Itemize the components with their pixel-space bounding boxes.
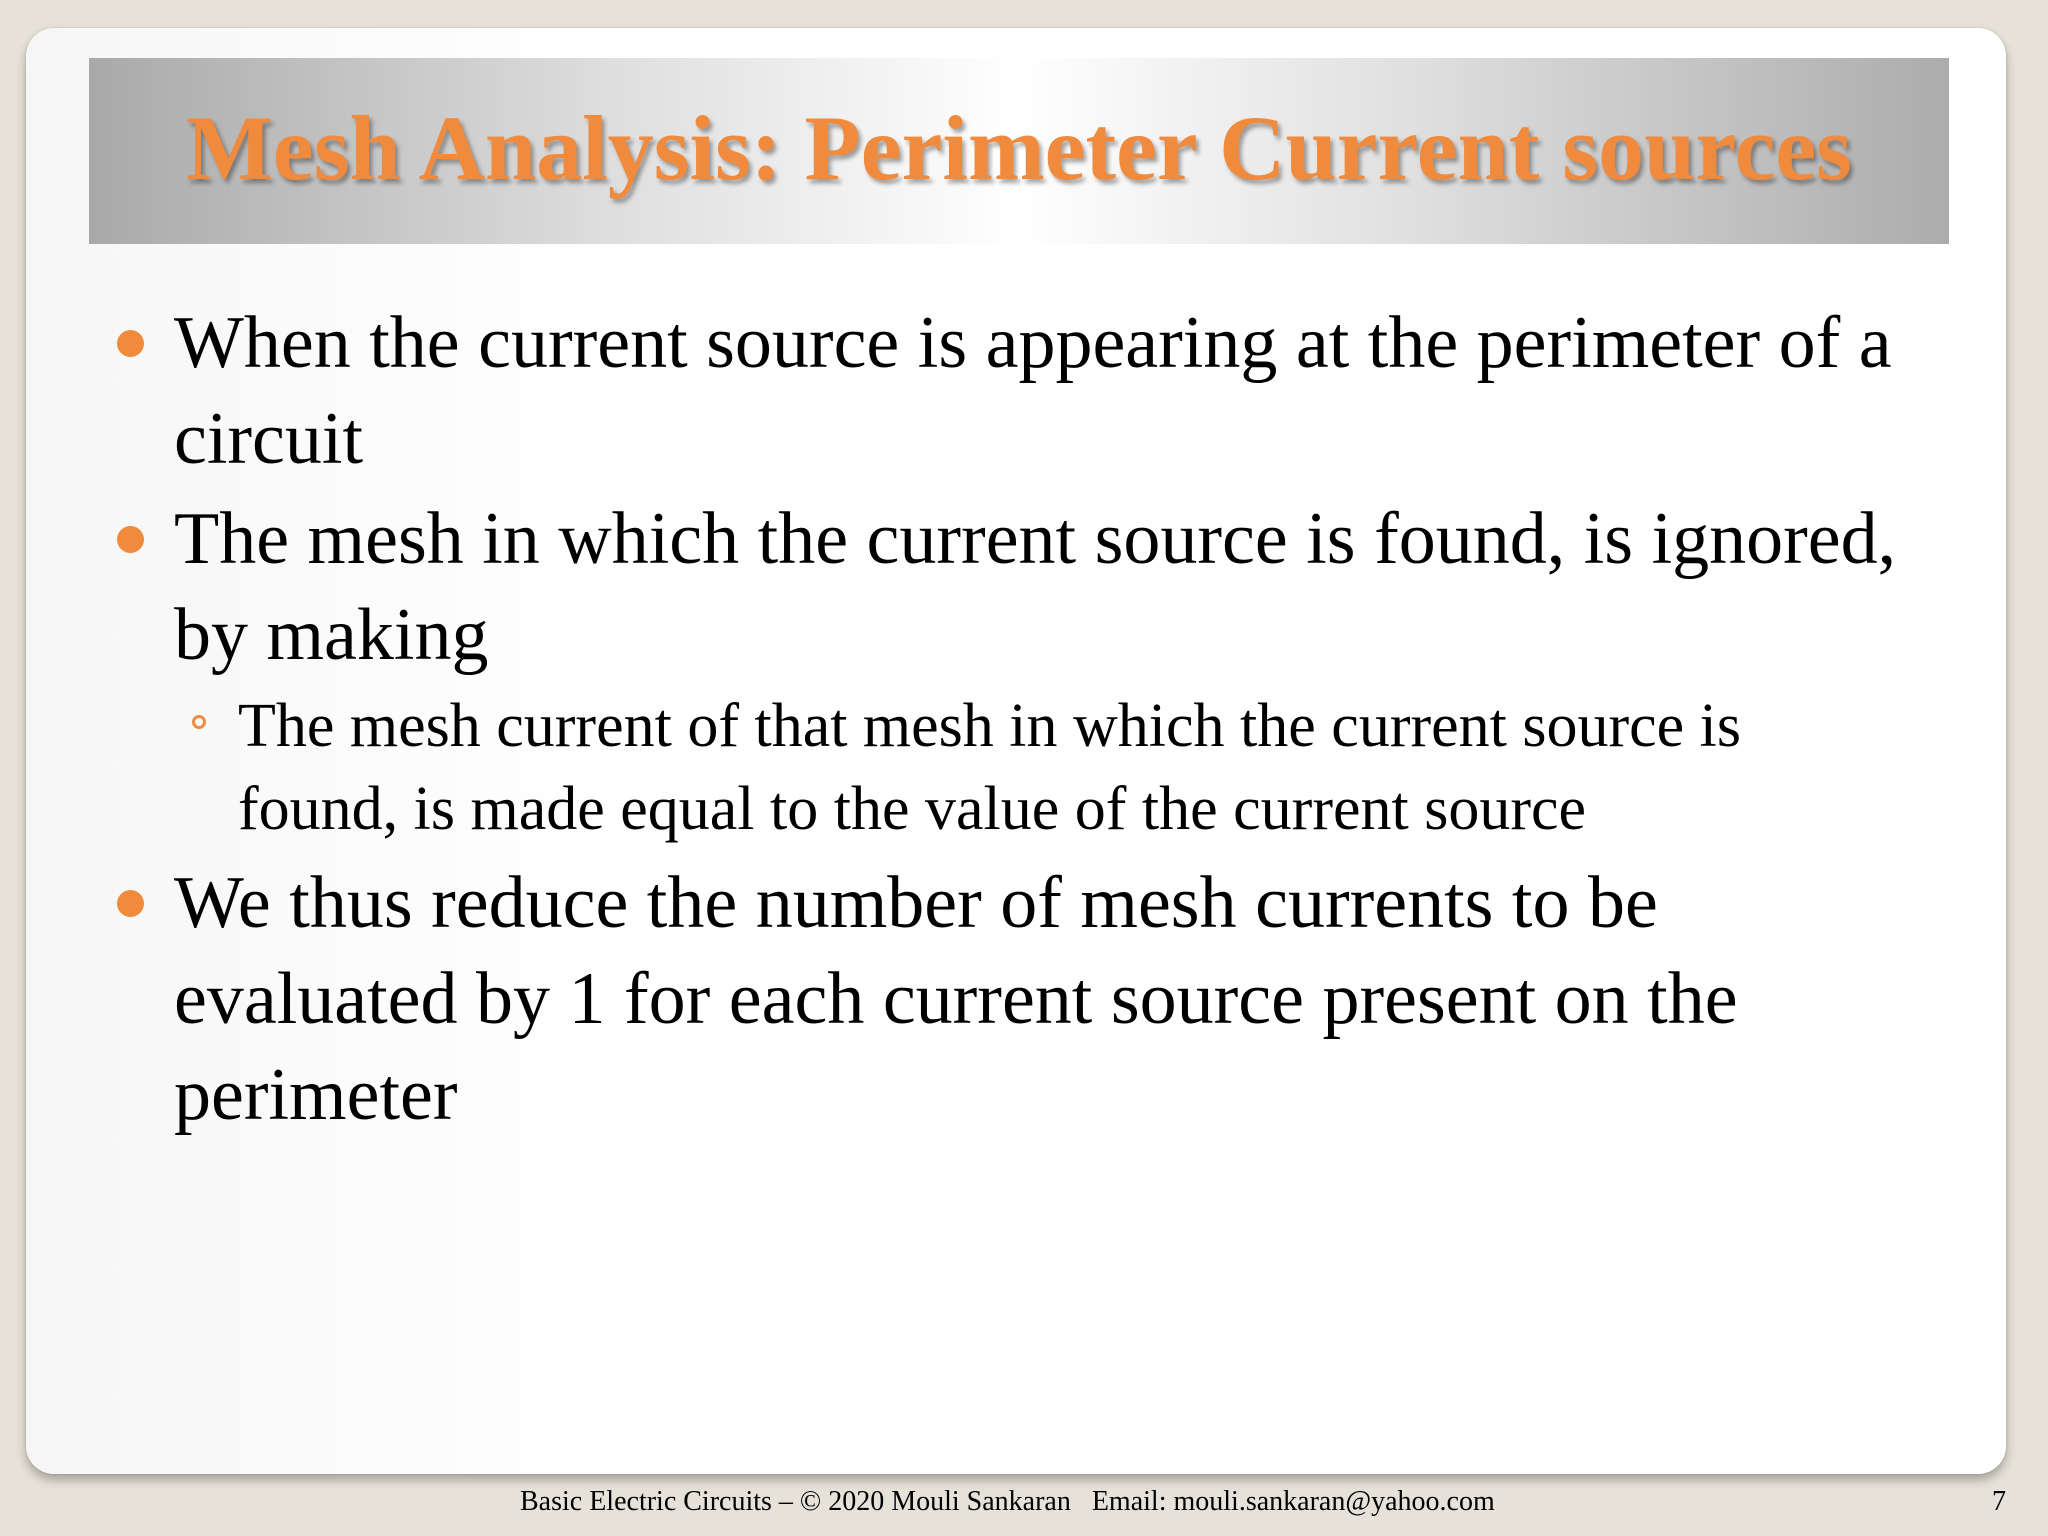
- bullet-item: [110, 491, 1910, 683]
- slide-title: Mesh Analysis: Perimeter Current sources: [186, 97, 1852, 199]
- bullet-item: [110, 855, 1910, 1143]
- bullet-dot-icon: [117, 526, 144, 553]
- slide-footer: [0, 1482, 2048, 1522]
- bullet-dot-icon: [117, 890, 144, 917]
- sub-bullet-item: [110, 685, 1910, 851]
- sub-bullet-text: The mesh current of that mesh in which the current source is found, is made equal to the value of the current source: [238, 692, 1742, 843]
- bullet-item: [110, 295, 1910, 487]
- slide-content: [110, 295, 1910, 1143]
- page-number: 7: [1992, 1486, 2006, 1517]
- bullet-text: When the current source is appearing at the perimeter of a circuit: [174, 302, 1892, 480]
- bullet-dot-icon: [117, 330, 144, 357]
- sub-bullet-ring-icon: [192, 715, 206, 729]
- title-bar: [89, 58, 1949, 244]
- bullet-text: We thus reduce the number of mesh currents to be evaluated by 1 for each current source present on the perimeter: [174, 862, 1738, 1136]
- bullet-text: The mesh in which the current source is found, is ignored, by making: [174, 498, 1897, 676]
- footer-text: Basic Electric Circuits – © 2020 Mouli Sankaran Email: mouli.sankaran@yahoo.com: [520, 1486, 1495, 1517]
